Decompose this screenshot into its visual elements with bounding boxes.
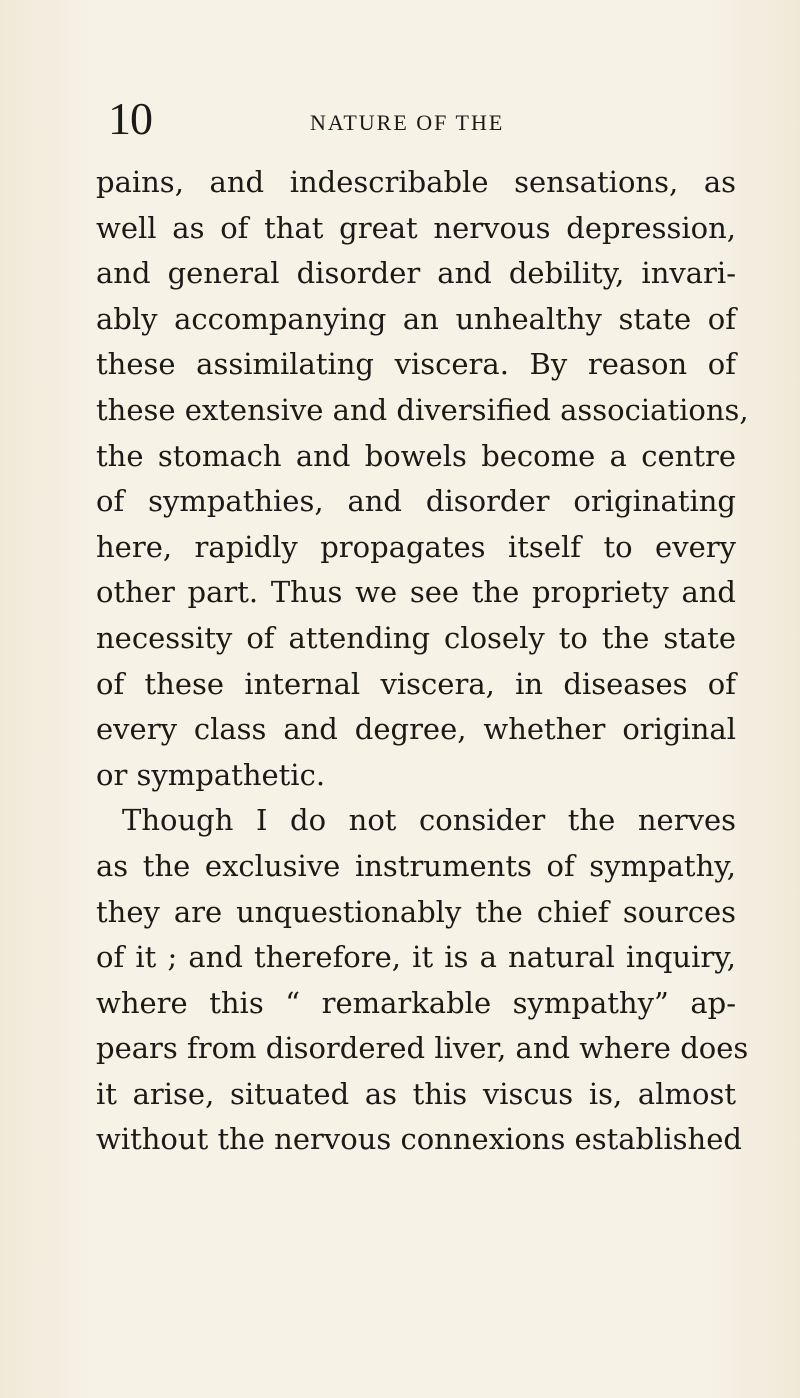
text-line: these extensive and diversified associations, [96, 392, 749, 427]
text-line: well as of that great nervous depression, [96, 210, 736, 245]
running-head: NATURE OF THE [310, 110, 505, 135]
paragraph-start-line: Though I do not consider the nerves [122, 803, 736, 838]
text-line: or sympathetic. [96, 757, 326, 792]
text-line: without the nervous connexions established [96, 1122, 742, 1157]
text-line: as the exclusive instruments of sympathy, [96, 848, 736, 883]
text-line: pains, and indescribable sensations, as [96, 165, 736, 199]
text-line: of it ; and therefore, it is a natural inquiry, [96, 940, 736, 975]
text-line: where this “ remarkable sympathy” ap- [96, 985, 736, 1020]
body-text [96, 160, 749, 1163]
text-line: and general disorder and debility, invari- [96, 256, 736, 291]
text-line: ably accompanying an unhealthy state of [96, 301, 736, 336]
text-line: they are unquestionably the chief sources [96, 894, 736, 929]
text-line: here, rapidly propagates itself to every [96, 529, 736, 564]
text-line: of these internal viscera, in diseases of [96, 666, 736, 701]
text-line: necessity of attending closely to the state [96, 620, 736, 655]
text-line: the stomach and bowels become a centre [96, 438, 736, 473]
text-line: every class and degree, whether original [96, 712, 736, 747]
text-line: other part. Thus we see the propriety and [96, 575, 736, 610]
text-line: pears from disordered liver, and where does [96, 1031, 749, 1066]
page-number: 10 [108, 93, 152, 144]
text-line: of sympathies, and disorder originating [96, 484, 736, 519]
text-line: it arise, situated as this viscus is, almost [96, 1076, 736, 1111]
text-line: these assimilating viscera. By reason of [96, 347, 736, 382]
